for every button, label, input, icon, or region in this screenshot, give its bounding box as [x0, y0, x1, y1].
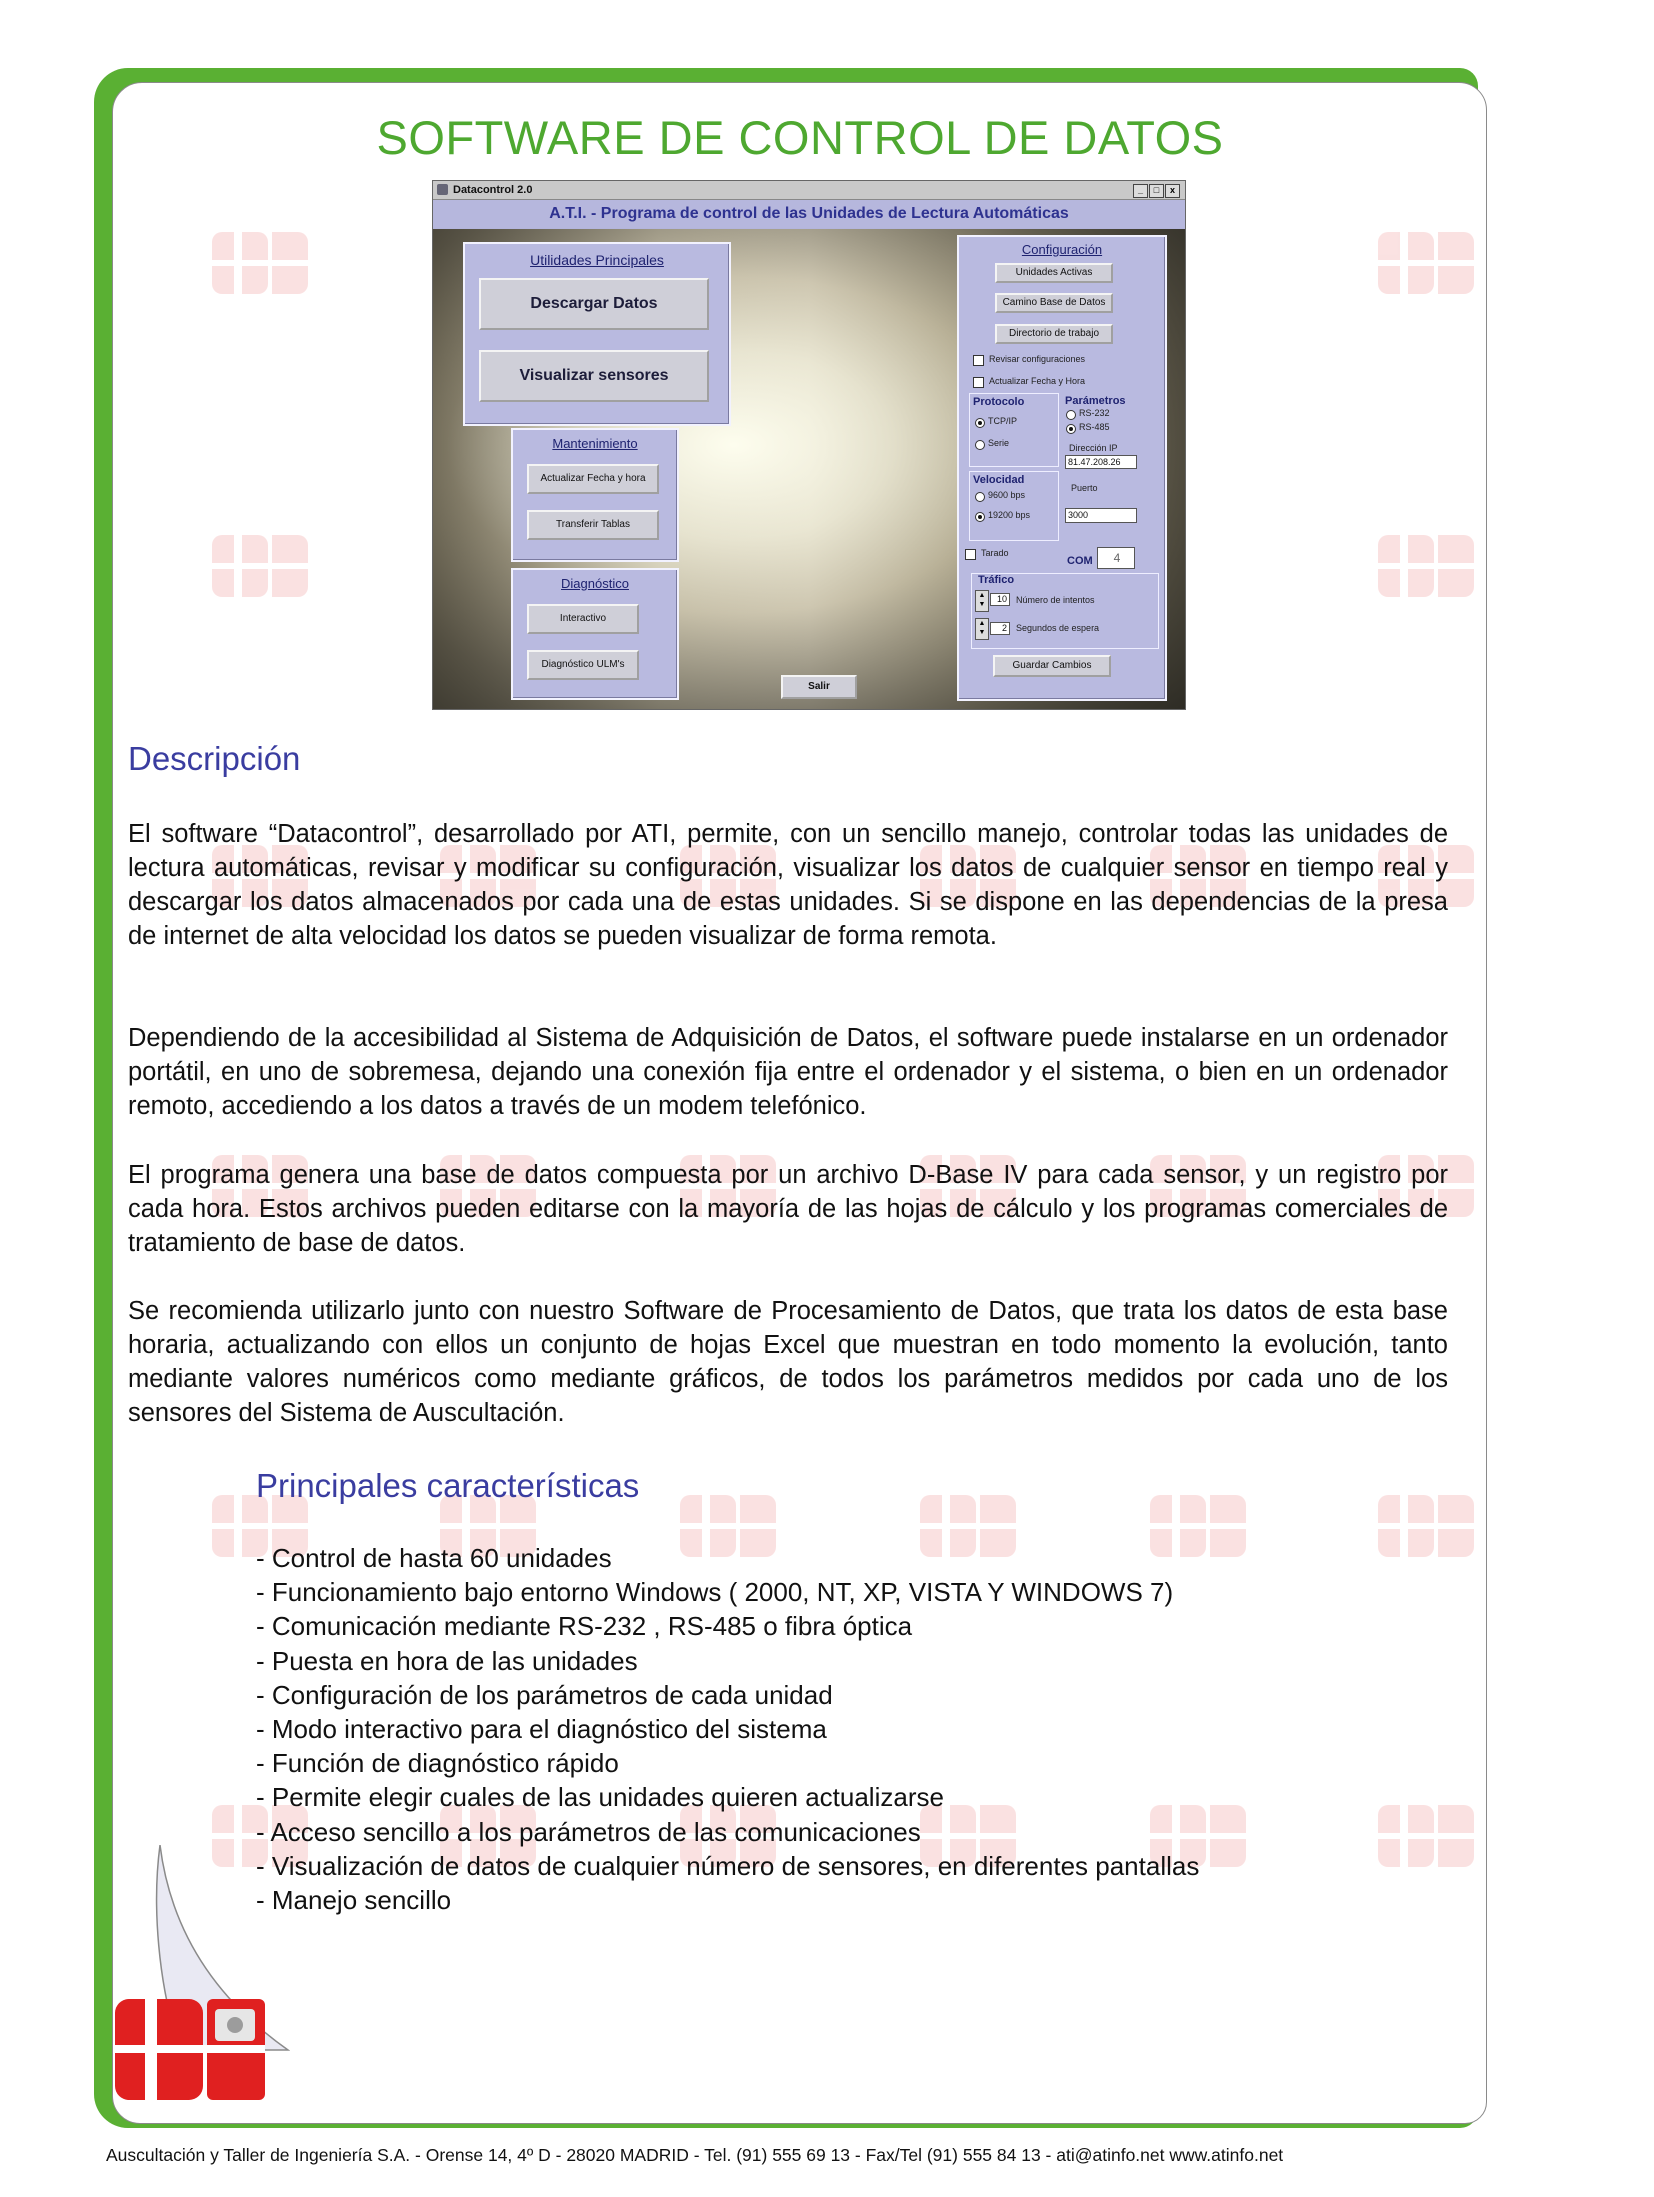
- rs232-radio[interactable]: [1066, 410, 1076, 420]
- feature-item: - Acceso sencillo a los parámetros de las comunicaciones: [256, 1816, 921, 1847]
- descripcion-heading: Descripción: [128, 740, 301, 777]
- window-title: Datacontrol 2.0: [453, 184, 533, 196]
- visualizar-sensores-button[interactable]: Visualizar sensores: [479, 350, 709, 402]
- feature-item: - Funcionamiento bajo entorno Windows ( 2000, NT, XP, VISTA Y WINDOWS 7): [256, 1577, 1174, 1608]
- watermark-logo: [212, 222, 308, 294]
- serie-label: Serie: [988, 438, 1010, 448]
- rs232-label: RS-232: [1079, 408, 1110, 418]
- feature-item: - Permite elegir cuales de las unidades quieren actualizarse: [256, 1782, 944, 1813]
- espera-field[interactable]: 2: [990, 622, 1010, 635]
- protocolo-title: Protocolo: [973, 396, 1025, 408]
- intentos-spinner[interactable]: ▲ ▼: [975, 590, 989, 612]
- salir-button[interactable]: Salir: [781, 675, 857, 699]
- utilidades-panel: [463, 242, 731, 426]
- puerto-label: Puerto: [1071, 483, 1098, 493]
- v9600-label: 9600 bps: [988, 490, 1026, 500]
- revisar-checkbox[interactable]: [973, 355, 984, 366]
- watermark-logo: [1378, 1485, 1474, 1557]
- maximize-button[interactable]: □: [1149, 184, 1164, 198]
- descripcion-paragraph: Se recomienda utilizarlo junto con nuestro Software de Procesamiento de Datos, que trata los datos de esta base horaria, actualizando con ellos un conjunto de hojas Excel que muestran en todo momento la evolución, tanto mediante valores numéricos como mediante gráficos, de todos los parámetros medidos por cada uno de los sensores del Sistema de Auscultación.: [128, 1297, 1448, 1427]
- unidades-activas-button[interactable]: Unidades Activas: [995, 263, 1113, 283]
- page-title: SOFTWARE DE CONTROL DE DATOS: [376, 111, 1224, 164]
- ati-logo: [115, 1985, 265, 2100]
- mantenimiento-title: Mantenimiento: [552, 436, 638, 451]
- feature-item: - Modo interactivo para el diagnóstico del sistema: [256, 1714, 827, 1745]
- window-titlebar: [433, 181, 1185, 200]
- diagnostico-title: Diagnóstico: [561, 576, 629, 591]
- configuracion-panel: [957, 235, 1167, 701]
- parametros-group: [1061, 393, 1155, 497]
- rs485-radio[interactable]: [1066, 424, 1076, 434]
- direccion-ip-field[interactable]: 81.47.208.26: [1065, 455, 1137, 469]
- protocolo-group: [969, 393, 1059, 467]
- velocidad-title: Velocidad: [973, 474, 1025, 486]
- mantenimiento-panel: [511, 428, 679, 562]
- guardar-cambios-button[interactable]: Guardar Cambios: [993, 655, 1111, 677]
- feature-item: - Puesta en hora de las unidades: [256, 1645, 638, 1676]
- espera-spinner[interactable]: ▲ ▼: [975, 618, 989, 640]
- com-field[interactable]: 4: [1097, 547, 1135, 569]
- v19200-radio[interactable]: [975, 512, 985, 522]
- close-button[interactable]: x: [1165, 184, 1180, 198]
- feature-item: - Manejo sencillo: [256, 1885, 452, 1916]
- feature-item: - Configuración de los parámetros de cada unidad: [256, 1679, 833, 1710]
- serie-radio[interactable]: [975, 440, 985, 450]
- watermark-logo: [212, 525, 308, 597]
- diagnostico-panel: [511, 568, 679, 700]
- feature-item: - Control de hasta 60 unidades: [256, 1543, 612, 1573]
- minimize-button[interactable]: _: [1133, 184, 1148, 198]
- intentos-label: Número de intentos: [1016, 595, 1095, 605]
- feature-item: - Comunicación mediante RS-232 , RS-485 o fibra óptica: [256, 1611, 913, 1642]
- configuracion-title: Configuración: [1021, 242, 1103, 257]
- trafico-title: Tráfico: [978, 574, 1015, 586]
- transferir-tablas-button[interactable]: Transferir Tablas: [527, 510, 659, 540]
- feature-item: - Función de diagnóstico rápido: [256, 1748, 619, 1779]
- com-label: COM: [1067, 555, 1093, 567]
- espera-label: Segundos de espera: [1016, 623, 1100, 633]
- velocidad-group: [969, 471, 1059, 541]
- tcpip-radio[interactable]: [975, 418, 985, 428]
- app-header: A.T.I. - Programa de control de las Unidades de Lectura Automáticas: [433, 200, 1185, 228]
- puerto-field[interactable]: 3000: [1065, 508, 1137, 523]
- descripcion-paragraph: El programa genera una base de datos compuesta por un archivo D-Base IV para cada sensor, y un registro por cada hora. Estos archivos pueden editarse con la mayoría de las hojas de cálculo y los programas comerciales de tratamiento de base de datos.: [128, 1161, 1448, 1257]
- trafico-group: [971, 573, 1159, 649]
- camino-base-button[interactable]: Camino Base de Datos: [995, 293, 1113, 313]
- revisar-label: Revisar configuraciones: [989, 354, 1086, 364]
- directorio-button[interactable]: Directorio de trabajo: [995, 324, 1113, 344]
- watermark-logo: [1378, 525, 1474, 597]
- actualizar-fecha-button[interactable]: Actualizar Fecha y hora: [527, 464, 659, 494]
- intentos-field[interactable]: 10: [990, 593, 1010, 606]
- tarado-checkbox[interactable]: [965, 549, 976, 560]
- watermark-logo: [1378, 222, 1474, 294]
- tcpip-label: TCP/IP: [988, 416, 1018, 426]
- feature-item: - Visualización de datos de cualquier número de sensores, en diferentes pantallas: [256, 1850, 1200, 1881]
- app-icon: [437, 184, 448, 195]
- tarado-label: Tarado: [981, 548, 1009, 558]
- features-list: [256, 1541, 1199, 1917]
- software-screenshot: [432, 180, 1186, 710]
- descripcion-paragraph: Dependiendo de la accesibilidad al Sistema de Adquisición de Datos, el software puede instalarse en un ordenador portátil, en uno de sobremesa, dejando una conexión fija entre el ordenador y el sistema, o bien en un ordenador remoto, accediendo a los datos a través de un modem telefónico.: [128, 1024, 1448, 1120]
- diagnostico-ulm-button[interactable]: Diagnóstico ULM's: [527, 650, 639, 680]
- parametros-title: Parámetros: [1065, 395, 1126, 407]
- direccion-ip-label: Dirección IP: [1069, 443, 1118, 453]
- watermark-logo: [1378, 1795, 1474, 1867]
- interactivo-button[interactable]: Interactivo: [527, 604, 639, 634]
- actualizar-fecha-checkbox[interactable]: [973, 377, 984, 388]
- v19200-label: 19200 bps: [988, 510, 1031, 520]
- caracteristicas-heading: Principales características: [256, 1467, 640, 1504]
- descargar-datos-button[interactable]: Descargar Datos: [479, 278, 709, 330]
- rs485-label: RS-485: [1079, 422, 1110, 432]
- v9600-radio[interactable]: [975, 492, 985, 502]
- actualizar-fecha-label: Actualizar Fecha y Hora: [989, 376, 1086, 386]
- footer-contact: Auscultación y Taller de Ingeniería S.A. - Orense 14, 4º D - 28020 MADRID - Tel. (91) 555 69 13 - Fax/Tel (91) 555 84 13 - ati@atinfo.net www.atinfo.net: [106, 2145, 1284, 2165]
- utilidades-title: Utilidades Principales: [530, 252, 664, 268]
- descripcion-paragraph: El software “Datacontrol”, desarrollado por ATI, permite, con un sencillo manejo, controlar todas las unidades de lectura automáticas, revisar y modificar su configuración, visualizar los datos de cualquier sensor en tiempo real y descargar los datos almacenados por cada una de estas unidades. Si se dispone en las dependencias de la presa de internet de alta velocidad los datos se pueden visualizar de forma remota.: [128, 820, 1448, 950]
